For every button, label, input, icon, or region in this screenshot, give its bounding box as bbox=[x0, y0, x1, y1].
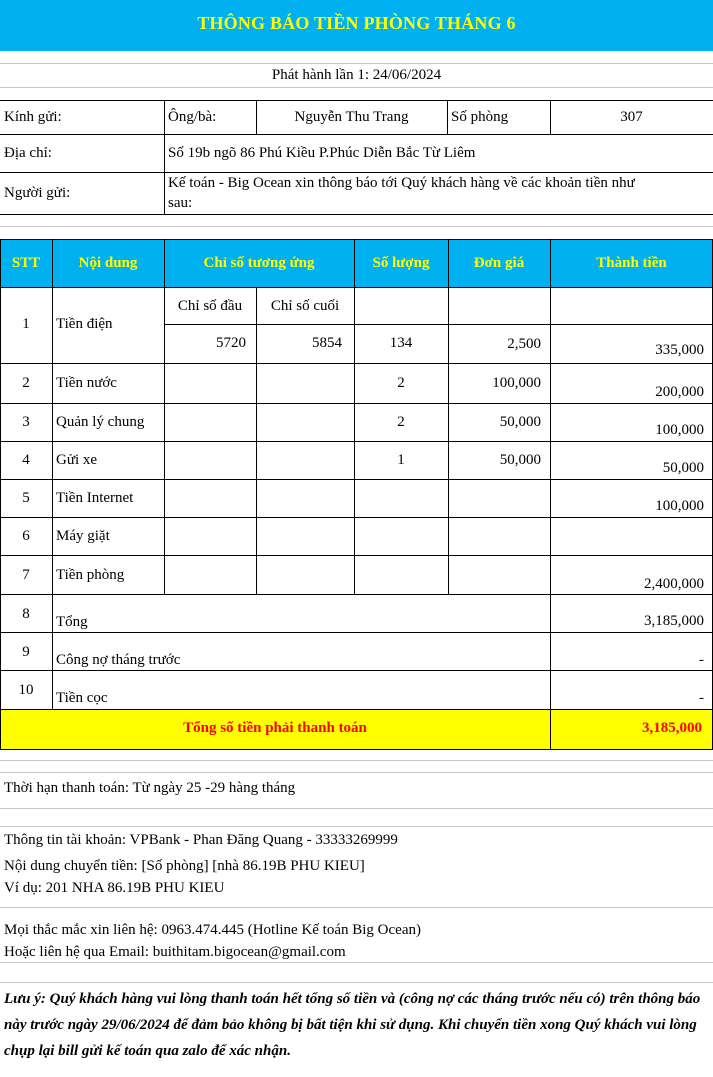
row-stt: 8 bbox=[22, 606, 30, 622]
row-name: Công nợ tháng trước bbox=[56, 652, 181, 668]
row-price: 50,000 bbox=[499, 452, 541, 468]
row-amount: 100,000 bbox=[655, 498, 704, 514]
salutation-label: Ông/bà: bbox=[168, 109, 217, 125]
row-qty: 134 bbox=[389, 335, 413, 351]
row-price: 50,000 bbox=[499, 414, 541, 430]
bank-account: Thông tin tài khoản: VPBank - Phan Đăng Quang - 33333269999 bbox=[4, 832, 398, 848]
row-amount: 100,000 bbox=[655, 422, 704, 438]
row-qty: 1 bbox=[397, 452, 405, 468]
hotline: Mọi thắc mắc xin liên hệ: 0963.474.445 (Hotline Kế toán Big Ocean) bbox=[4, 922, 421, 938]
grand-total-label: Tổng số tiền phải thanh toán bbox=[183, 720, 367, 736]
start-index-value: 5720 bbox=[216, 335, 246, 351]
sender-text-line1: Kế toán - Big Ocean xin thông báo tới Quý khách hàng về các khoản tiền như bbox=[168, 175, 635, 191]
row-name: Gửi xe bbox=[56, 452, 98, 468]
row-stt: 10 bbox=[18, 682, 34, 698]
transfer-example: Ví dụ: 201 NHA 86.19B PHU KIEU bbox=[4, 880, 225, 896]
row-amount: 3,185,000 bbox=[644, 613, 704, 629]
header-content: Nội dung bbox=[78, 255, 138, 271]
grand-total-value: 3,185,000 bbox=[642, 720, 702, 736]
row-name: Tổng bbox=[56, 614, 88, 630]
row-name: Tiền điện bbox=[56, 316, 113, 332]
row-stt: 1 bbox=[22, 316, 30, 332]
row-amount: 50,000 bbox=[662, 460, 704, 476]
row-qty: 2 bbox=[397, 414, 405, 430]
row-name: Tiền cọc bbox=[56, 690, 108, 706]
recipient-name: Nguyễn Thu Trang bbox=[294, 109, 409, 125]
row-stt: 5 bbox=[22, 490, 30, 506]
page-title: THÔNG BÁO TIỀN PHÒNG THÁNG 6 bbox=[197, 13, 516, 33]
row-stt: 6 bbox=[22, 528, 30, 544]
row-amount: - bbox=[699, 652, 704, 668]
row-stt: 3 bbox=[22, 414, 30, 430]
end-index-label: Chỉ số cuối bbox=[270, 298, 340, 314]
end-index-value: 5854 bbox=[312, 335, 342, 351]
recipient-label: Kính gửi: bbox=[4, 109, 62, 125]
row-name: Tiền phòng bbox=[56, 567, 125, 583]
row-price: 100,000 bbox=[492, 375, 541, 391]
row-name: Quản lý chung bbox=[56, 414, 145, 430]
header-amount: Thành tiền bbox=[596, 255, 667, 271]
row-stt: 2 bbox=[22, 375, 30, 391]
contact-email: Hoặc liên hệ qua Email: buithitam.bigocean@gmail.com bbox=[4, 944, 346, 960]
header-index: Chỉ số tương ứng bbox=[203, 255, 315, 271]
sender-text-line2: sau: bbox=[168, 195, 193, 211]
row-stt: 9 bbox=[22, 644, 30, 660]
row-qty: 2 bbox=[397, 375, 405, 391]
header-qty: Số lượng bbox=[372, 255, 430, 271]
address-label: Địa chỉ: bbox=[4, 145, 52, 161]
row-amount: - bbox=[699, 690, 704, 706]
payment-note: Lưu ý: Quý khách hàng vui lòng thanh toán hết tổng số tiền và (công nợ các tháng trước nếu có) trên thông báo này trước ngày 29/06/2024 để đảm bảo không bị bất tiện khi sử dụng. Khi chuyển tiền xong Quý khách vui lòng chụp lại bill gửi kế toán qua zalo để xác nhận. bbox=[4, 991, 701, 1059]
row-amount: 2,400,000 bbox=[644, 576, 704, 592]
sender-label: Người gửi: bbox=[4, 185, 71, 201]
row-stt: 4 bbox=[22, 452, 30, 468]
row-price: 2,500 bbox=[507, 336, 541, 352]
room-label: Số phòng bbox=[451, 109, 509, 125]
row-name: Tiền Internet bbox=[56, 490, 134, 506]
header-price: Đơn giá bbox=[473, 255, 525, 271]
row-stt: 7 bbox=[22, 567, 30, 583]
address-value: Số 19b ngõ 86 Phú Kiều P.Phúc Diễn Bắc Từ Liêm bbox=[168, 145, 476, 161]
row-amount: 335,000 bbox=[655, 342, 704, 358]
header-stt: STT bbox=[11, 255, 41, 271]
start-index-label: Chỉ số đầu bbox=[177, 298, 243, 314]
row-amount: 200,000 bbox=[655, 384, 704, 400]
payment-deadline: Thời hạn thanh toán: Từ ngày 25 -29 hàng tháng bbox=[4, 780, 296, 796]
row-name: Tiền nước bbox=[56, 375, 117, 391]
row-name: Máy giặt bbox=[56, 528, 110, 544]
transfer-content: Nội dung chuyển tiền: [Số phòng] [nhà 86.19B PHU KIEU] bbox=[4, 858, 365, 874]
room-number: 307 bbox=[620, 109, 643, 125]
issue-date: Phát hành lần 1: 24/06/2024 bbox=[271, 67, 442, 83]
